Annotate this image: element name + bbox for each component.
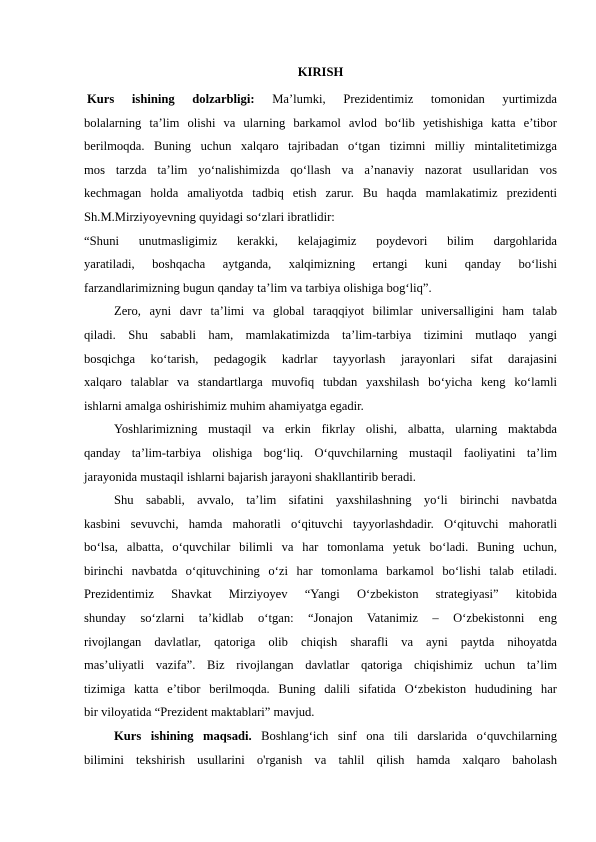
text-line: birinchi navbatda o‘qituvchining o‘zi har tomonlama barkamol bo‘lishi talab etiladi. xyxy=(84,563,557,578)
text-line: “Shuni unutmasligimiz kerakki, kelajagimiz poydevori bilim dargohlarida xyxy=(84,233,557,248)
text-line: Sh.M.Mirziyoyevning quyidagi so‘zlari ibratlidir: xyxy=(84,209,335,224)
text-line: tizimiga katta e’tibor berilmoqda. Buning dalili sifatida O‘zbekiston hududining har xyxy=(84,681,557,696)
text-line: Prezidentimiz Shavkat Mirziyoyev “Yangi O‘zbekiston strategiyasi” kitobida xyxy=(84,587,557,602)
paragraph-zero xyxy=(84,300,557,418)
text-line: mos tarzda ta’lim yo‘nalishimizda qo‘llash va a’nanaviy nazorat usullaridan vos xyxy=(84,162,557,177)
text-line: Zero, ayni davr ta’limi va global taraqqiyot bilimlar universalligini ham talab xyxy=(114,304,557,319)
text-line: bilimini tekshirish usullarini o'rganish va tahlil qilish hamda xalqaro baholash xyxy=(84,752,557,767)
text-line: Yoshlarimizning mustaqil va erkin fikrlay olishi, albatta, ularning maktabda xyxy=(114,422,557,437)
text-line: shunday so‘zlarni ta’kidlab o‘tgan: “Jonajon Vatanimiz – O‘zbekistonni eng xyxy=(84,611,557,626)
text-line: farzandlarimizning bugun qanday ta’lim va tarbiya olishiga bog‘liq”. xyxy=(84,280,432,295)
text-line: jarayonida mustaqil ishlarni bajarish jarayoni shakllantirib beradi. xyxy=(84,469,416,484)
text-line: rivojlangan davlatlar, qatoriga olib chiqish sharafli va ayni paytda nihoyatda xyxy=(84,634,557,649)
text-line: yaratiladi, boshqacha aytganda, xalqimizning ertangi kuni qanday bo‘lishi xyxy=(84,257,557,272)
text-line: bo‘lsa, albatta, o‘quvchilar bilimli va har tomonlama yetuk bo‘ladi. Buning uchun, xyxy=(84,540,557,555)
text-line xyxy=(84,725,557,749)
bold-lead: Kurs ishining maqsadi. xyxy=(114,729,252,744)
text-line: bir viloyatida “Prezident maktablari” mavjud. xyxy=(84,705,315,720)
text-line: kechmagan holda amaliyotda tadbiq etish zarur. Bu haqda mamlakatimiz prezidenti xyxy=(84,186,557,201)
text-line: kasbini sevuvchi, hamda mahoratli o‘qituvchi tayyorlashdadir. O‘qituvchi mahoratli xyxy=(84,516,557,531)
paragraph-yoshlarimizning xyxy=(84,418,557,489)
text-run: Boshlang‘ich sinf ona tili darslarida o‘quvchilarning xyxy=(251,729,557,744)
text-line: qiladi. Shu sababli ham, mamlakatimizda ta’lim-tarbiya tizimini mutlaqo yangi xyxy=(84,327,557,342)
text-line: berilmoqda. Buning uchun xalqaro tajribadan o‘tgan tizimni milliy mintalitetimizga xyxy=(84,139,557,154)
paragraph-quote xyxy=(84,230,557,301)
text-line: ishlarni amalga oshirishimiz muhim ahamiyatga egadir. xyxy=(84,398,364,413)
text-line: bosqichga ko‘tarish, pedagogik kadrlar tayyorlash jarayonlari sifat darajasini xyxy=(84,351,557,366)
bold-lead: Kurs ishining dolzarbligi: xyxy=(87,92,255,106)
text-line xyxy=(84,88,557,112)
page-title: KIRISH xyxy=(297,65,344,79)
paragraph-dolzarbligi xyxy=(84,88,557,230)
text-line: qanday ta’lim-tarbiya olishiga bog‘liq. O‘quvchilarning mustaqil faoliyatini ta’lim xyxy=(84,445,557,460)
text-line: bolalarning ta’lim olishi va ularning barkamol avlod bo‘lib yetishishiga katta e’tibor xyxy=(84,115,557,130)
paragraph-shu-sababli xyxy=(84,489,557,725)
text-line: mas’uliyatli vazifa”. Biz rivojlangan davlatlar qatoriga chiqishimiz uchun ta’lim xyxy=(84,658,557,673)
paragraph-maqsadi xyxy=(84,725,557,772)
text-line: Shu sababli, avvalo, ta’lim sifatini yaxshilashning yo‘li birinchi navbatda xyxy=(114,493,557,508)
text-run: Ma’lumki, Prezidentimiz tomonidan yurtimizda xyxy=(254,92,557,106)
document-page xyxy=(84,64,557,772)
text-line: xalqaro talablar va standartlarga muvofiq tubdan yaxshilash bo‘yicha keng ko‘lamli xyxy=(84,375,557,390)
